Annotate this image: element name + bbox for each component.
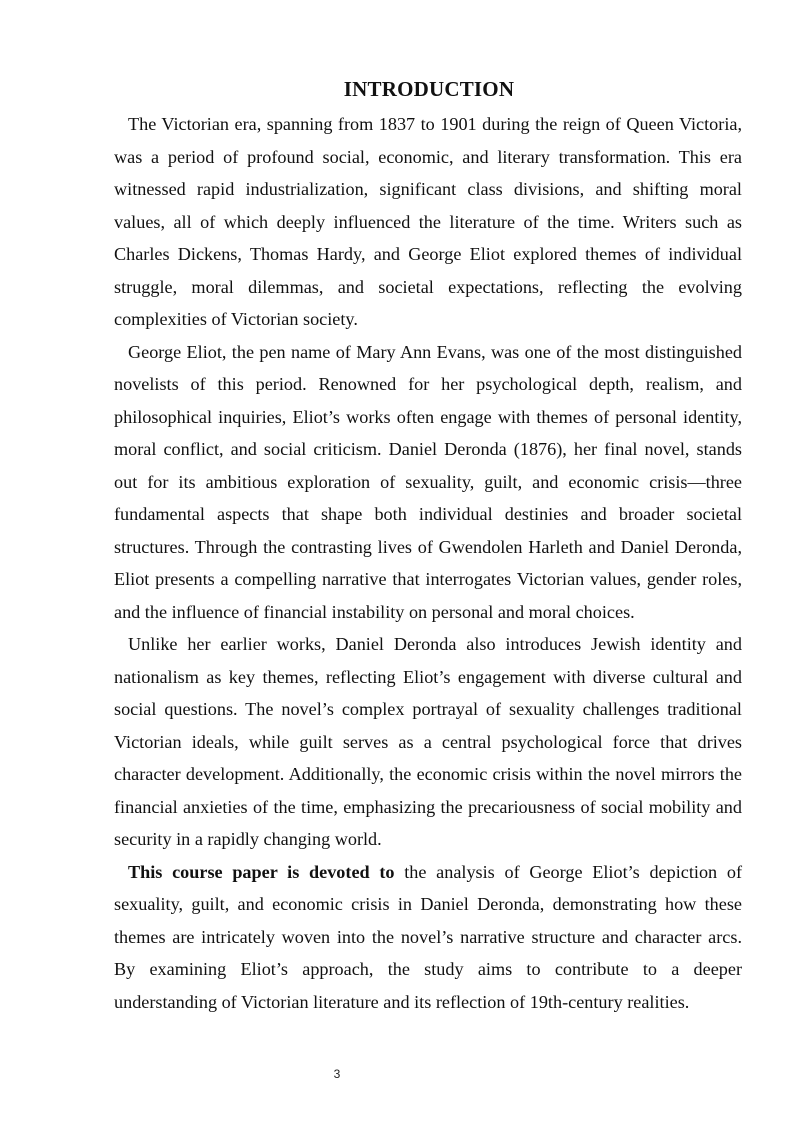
paragraph-4-text: the analysis of George Eliot’s depiction of sexuality, guilt, and economic crisis in Daniel Deronda, demonstrating how these themes are intricately woven into the novel’s narrative structure and character arcs. By examining Eliot’s approach, the study aims to contribute to a deeper understanding of Victorian literature and its reflection of 19th-century realities.: [114, 861, 743, 1012]
paragraph-3-text: Unlike her earlier works, Daniel Deronda also introduces Jewish identity and nationalism as key themes, reflecting Eliot’s engagement with diverse cultural and social questions. The novel’s complex portrayal of sexuality challenges traditional Victorian ideals, while guilt serves as a central psychological force that drives character development. Additionally, the economic crisis within the novel mirrors the financial anxieties of the time, emphasizing the precariousness of social mobility and security in a rapidly changing world.: [114, 634, 742, 849]
paragraph-intro-victorian-era: [114, 108, 742, 336]
paragraph-1-text: The Victorian era, spanning from 1837 to 1901 during the reign of Queen Victoria, was a period of profound social, economic, and literary transformation. This era witnessed rapid industrialization, significant class divisions, and shifting moral values, all of which deeply influenced the literature of the time. Writers such as Charles Dickens, Thomas Hardy, and George Eliot explored themes of individual struggle, moral dilemmas, and societal expectations, reflecting the evolving complexities of Victorian society.: [114, 114, 742, 329]
body-text: [114, 108, 742, 1018]
paragraph-george-eliot: [114, 336, 742, 629]
paragraph-daniel-deronda-themes: [114, 628, 742, 856]
page-number: 3: [333, 1067, 341, 1081]
paragraph-2-text: George Eliot, the pen name of Mary Ann Evans, was one of the most distinguished novelists of this period. Renowned for her psychological depth, realism, and philosophical inquiries, Eliot’s works often engage with themes of personal identity, moral conflict, and social criticism. Daniel Deronda (1876), her final novel, stands out for its ambitious exploration of sexuality, guilt, and economic crisis—three fundamental aspects that shape both individual destinies and broader societal structures. Through the contrasting lives of Gwendolen Harleth and Daniel Deronda, Eliot presents a compelling narrative that interrogates Victorian values, gender roles, and the influence of financial instability on personal and moral choices.: [114, 341, 742, 622]
paragraph-course-paper-purpose: [114, 856, 742, 1019]
paragraph-4-bold-lead: This course paper is devoted to: [128, 861, 395, 882]
section-title: INTRODUCTION: [343, 77, 515, 101]
